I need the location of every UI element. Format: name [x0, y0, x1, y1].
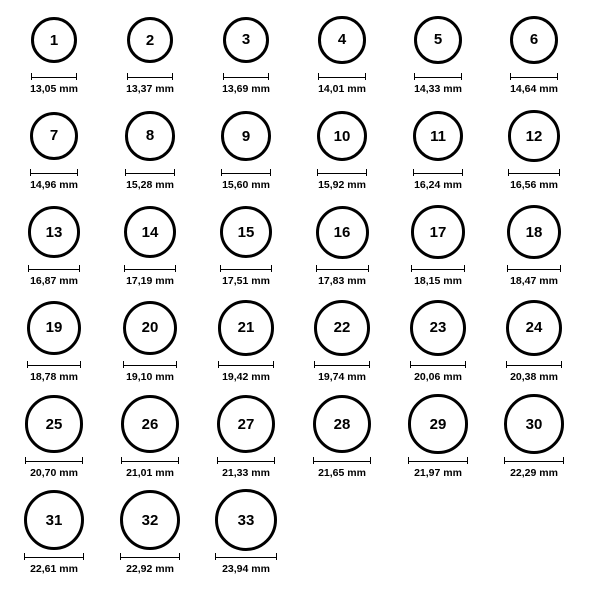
ring-size-cell[interactable] [390, 296, 486, 383]
ring-diameter-label: 17,83 mm [318, 275, 366, 287]
ring-circle [221, 111, 271, 161]
measure-line [28, 265, 80, 272]
ring-size-label: 19 [45, 319, 63, 337]
ring-circle [124, 206, 176, 258]
measure-bracket [125, 168, 174, 177]
ring-size-cell[interactable] [102, 8, 198, 95]
ring-diameter-label: 18,47 mm [510, 275, 558, 287]
measure-bracket [127, 72, 174, 81]
ring-size-cell[interactable] [294, 104, 390, 191]
measure-line [414, 73, 462, 80]
measure-bracket [318, 72, 365, 81]
measure-bracket [314, 360, 370, 369]
ring-diameter-label: 17,19 mm [126, 275, 174, 287]
ring-circle-wrap [30, 104, 79, 168]
ring-diameter-label: 19,74 mm [318, 371, 366, 383]
ring-circle [121, 395, 179, 453]
ring-size-label: 2 [145, 31, 155, 49]
ring-diameter-label: 21,65 mm [318, 467, 366, 479]
ring-circle-wrap [28, 200, 80, 264]
ring-row [6, 104, 594, 200]
ring-size-cell[interactable] [294, 8, 390, 95]
measure-line [27, 361, 81, 368]
measure-bracket [220, 264, 273, 273]
ring-circle [220, 206, 273, 259]
ring-circle-wrap [123, 296, 178, 360]
ring-circle [217, 395, 275, 453]
ring-diameter-label: 18,15 mm [414, 275, 462, 287]
measure-line [127, 73, 174, 80]
ring-circle-wrap [317, 104, 367, 168]
ring-circle-wrap [414, 8, 462, 72]
measure-bracket [215, 552, 277, 561]
ring-size-cell[interactable] [102, 392, 198, 479]
ring-size-label: 32 [141, 511, 159, 529]
measure-line [504, 457, 564, 464]
measure-bracket [30, 168, 79, 177]
ring-circle [120, 490, 181, 551]
measure-line [410, 361, 466, 368]
ring-size-cell[interactable] [294, 200, 390, 287]
ring-circle [127, 17, 174, 64]
ring-circle-wrap [504, 392, 564, 456]
ring-size-cell[interactable] [102, 104, 198, 191]
measure-line [510, 73, 558, 80]
measure-bracket [31, 72, 77, 81]
ring-circle-wrap [408, 392, 467, 456]
ring-size-cell[interactable] [198, 392, 294, 479]
ring-diameter-label: 13,69 mm [222, 83, 270, 95]
ring-diameter-label: 21,01 mm [126, 467, 174, 479]
ring-circle-wrap [221, 104, 271, 168]
ring-size-cell[interactable] [6, 296, 102, 383]
measure-line [316, 265, 369, 272]
measure-line [25, 457, 82, 464]
ring-diameter-label: 21,97 mm [414, 467, 462, 479]
measure-bracket [510, 72, 558, 81]
ring-size-label: 28 [333, 415, 351, 433]
measure-line [125, 169, 174, 176]
ring-diameter-label: 15,28 mm [126, 179, 174, 191]
ring-circle [218, 300, 273, 355]
ring-circle-wrap [508, 104, 559, 168]
ring-diameter-label: 18,78 mm [30, 371, 78, 383]
ring-size-label: 26 [141, 415, 159, 433]
measure-line [317, 169, 367, 176]
ring-size-cell[interactable] [486, 104, 582, 191]
measure-line [24, 553, 84, 560]
ring-circle-wrap [120, 488, 181, 552]
ring-size-label: 21 [237, 319, 255, 337]
ring-size-cell[interactable] [294, 392, 390, 479]
measure-bracket [217, 456, 275, 465]
ring-size-cell[interactable] [390, 104, 486, 191]
ring-size-label: 31 [45, 511, 63, 529]
ring-row [6, 296, 594, 392]
ring-circle-wrap [313, 392, 372, 456]
ring-diameter-label: 14,64 mm [510, 83, 558, 95]
ring-circle-wrap [411, 200, 465, 264]
ring-circle [317, 111, 367, 161]
ring-size-label: 14 [141, 223, 159, 241]
measure-bracket [124, 264, 176, 273]
ring-size-cell[interactable] [102, 488, 198, 575]
ring-diameter-label: 19,10 mm [126, 371, 174, 383]
measure-bracket [223, 72, 270, 81]
measure-line [120, 553, 181, 560]
ring-size-cell[interactable] [6, 488, 102, 575]
ring-circle-wrap [217, 392, 275, 456]
ring-diameter-label: 14,96 mm [30, 179, 78, 191]
ring-diameter-label: 14,01 mm [318, 83, 366, 95]
measure-line [313, 457, 372, 464]
ring-diameter-label: 16,56 mm [510, 179, 558, 191]
measure-line [215, 553, 277, 560]
ring-size-cell[interactable] [486, 296, 582, 383]
ring-circle [223, 17, 270, 64]
measure-line [408, 457, 467, 464]
ring-circle [125, 111, 174, 160]
ring-diameter-label: 13,05 mm [30, 83, 78, 95]
ring-diameter-label: 20,38 mm [510, 371, 558, 383]
ring-circle [318, 16, 365, 63]
ring-circle-wrap [27, 296, 81, 360]
ring-size-cell[interactable] [198, 488, 294, 575]
ring-diameter-label: 19,42 mm [222, 371, 270, 383]
ring-size-cell[interactable] [102, 296, 198, 383]
ring-circle [508, 110, 559, 161]
ring-size-cell[interactable] [6, 392, 102, 479]
ring-size-cell[interactable] [102, 200, 198, 287]
measure-line [413, 169, 464, 176]
measure-bracket [218, 360, 273, 369]
ring-size-cell[interactable] [198, 296, 294, 383]
ring-size-cell[interactable] [198, 104, 294, 191]
measure-line [218, 361, 273, 368]
measure-bracket [317, 168, 367, 177]
ring-circle-wrap [507, 200, 561, 264]
ring-circle [411, 205, 465, 259]
measure-bracket [28, 264, 80, 273]
ring-diameter-label: 21,33 mm [222, 467, 270, 479]
measure-bracket [414, 72, 462, 81]
ring-circle-wrap [223, 8, 270, 72]
ring-circle [31, 17, 77, 63]
measure-bracket [121, 456, 179, 465]
measure-line [220, 265, 273, 272]
ring-circle-wrap [314, 296, 370, 360]
ring-size-cell[interactable] [6, 8, 102, 95]
ring-size-cell[interactable] [390, 200, 486, 287]
ring-circle-wrap [121, 392, 179, 456]
ring-size-cell[interactable] [390, 392, 486, 479]
ring-circle-wrap [127, 8, 174, 72]
measure-bracket [25, 456, 82, 465]
ring-size-label: 13 [45, 223, 63, 241]
ring-size-label: 25 [45, 415, 63, 433]
ring-size-label: 7 [49, 127, 59, 145]
ring-size-label: 6 [529, 31, 539, 49]
measure-bracket [507, 264, 561, 273]
measure-line [124, 265, 176, 272]
ring-circle-wrap [316, 200, 369, 264]
ring-circle [215, 489, 277, 551]
ring-size-cell[interactable] [390, 8, 486, 95]
ring-circle [410, 300, 466, 356]
ring-size-label: 29 [429, 415, 447, 433]
ring-diameter-label: 16,24 mm [414, 179, 462, 191]
ring-circle [27, 301, 81, 355]
ring-diameter-label: 20,70 mm [30, 467, 78, 479]
ring-row [6, 392, 594, 488]
ring-circle [408, 394, 467, 453]
ring-circle-wrap [220, 200, 273, 264]
measure-bracket [123, 360, 178, 369]
ring-circle [413, 111, 464, 162]
ring-row [6, 200, 594, 296]
measure-line [31, 73, 77, 80]
ring-size-label: 15 [237, 223, 255, 241]
ring-size-label: 24 [525, 319, 543, 337]
ring-diameter-label: 16,87 mm [30, 275, 78, 287]
measure-line [506, 361, 563, 368]
ring-size-label: 5 [433, 31, 443, 49]
ring-size-cell[interactable] [486, 200, 582, 287]
ring-circle [313, 395, 372, 454]
ring-circle [28, 206, 80, 258]
ring-diameter-label: 15,60 mm [222, 179, 270, 191]
measure-line [318, 73, 365, 80]
ring-size-label: 17 [429, 223, 447, 241]
ring-size-cell[interactable] [198, 8, 294, 95]
ring-circle [30, 112, 79, 161]
ring-size-cell[interactable] [486, 392, 582, 479]
ring-circle-wrap [510, 8, 558, 72]
ring-size-label: 10 [333, 127, 351, 145]
ring-circle-wrap [218, 296, 273, 360]
ring-diameter-label: 23,94 mm [222, 563, 270, 575]
ring-circle [123, 301, 178, 356]
measure-bracket [508, 168, 559, 177]
ring-circle [507, 205, 561, 259]
ring-circle [314, 300, 370, 356]
ring-circle-wrap [31, 8, 77, 72]
measure-bracket [24, 552, 84, 561]
ring-circle [24, 490, 84, 550]
ring-diameter-label: 14,33 mm [414, 83, 462, 95]
measure-line [217, 457, 275, 464]
ring-size-label: 9 [241, 127, 251, 145]
measure-line [508, 169, 559, 176]
ring-size-label: 3 [241, 31, 251, 49]
ring-size-label: 20 [141, 319, 159, 337]
ring-circle-wrap [410, 296, 466, 360]
ring-circle [504, 394, 564, 454]
ring-circle-wrap [318, 8, 365, 72]
ring-diameter-label: 15,92 mm [318, 179, 366, 191]
measure-bracket [506, 360, 563, 369]
ring-circle-wrap [25, 392, 82, 456]
measure-bracket [410, 360, 466, 369]
ring-size-label: 18 [525, 223, 543, 241]
ring-circle-wrap [413, 104, 464, 168]
measure-bracket [413, 168, 464, 177]
measure-line [507, 265, 561, 272]
ring-diameter-label: 22,61 mm [30, 563, 78, 575]
ring-size-label: 4 [337, 31, 347, 49]
ring-size-label: 11 [430, 127, 446, 145]
measure-bracket [411, 264, 465, 273]
ring-diameter-label: 22,92 mm [126, 563, 174, 575]
measure-line [314, 361, 370, 368]
measure-bracket [120, 552, 181, 561]
ring-circle [316, 206, 369, 259]
ring-circle [25, 395, 82, 452]
measure-line [223, 73, 270, 80]
ring-diameter-label: 22,29 mm [510, 467, 558, 479]
ring-diameter-label: 20,06 mm [414, 371, 462, 383]
ring-circle-wrap [125, 104, 174, 168]
ring-size-cell[interactable] [198, 200, 294, 287]
measure-line [411, 265, 465, 272]
measure-bracket [316, 264, 369, 273]
ring-size-label: 27 [237, 415, 255, 433]
measure-line [121, 457, 179, 464]
measure-bracket [27, 360, 81, 369]
ring-size-cell[interactable] [6, 200, 102, 287]
ring-size-cell[interactable] [6, 104, 102, 191]
measure-line [123, 361, 178, 368]
ring-circle-wrap [215, 488, 277, 552]
ring-row [6, 8, 594, 104]
ring-size-cell[interactable] [294, 296, 390, 383]
ring-diameter-label: 13,37 mm [126, 83, 174, 95]
ring-size-label: 1 [49, 31, 59, 49]
ring-size-label: 23 [429, 319, 447, 337]
ring-size-label: 12 [525, 127, 543, 145]
ring-diameter-label: 17,51 mm [222, 275, 270, 287]
ring-size-label: 33 [237, 511, 255, 529]
ring-circle [506, 300, 563, 357]
measure-bracket [408, 456, 467, 465]
ring-row [6, 488, 594, 584]
measure-bracket [313, 456, 372, 465]
ring-size-label: 22 [333, 319, 351, 337]
ring-size-label: 8 [145, 127, 155, 145]
measure-bracket [504, 456, 564, 465]
measure-line [30, 169, 79, 176]
ring-circle [510, 16, 558, 64]
ring-size-label: 16 [333, 223, 351, 241]
ring-circle-wrap [24, 488, 84, 552]
ring-size-label: 30 [525, 415, 543, 433]
measure-line [221, 169, 271, 176]
ring-size-cell[interactable] [486, 8, 582, 95]
ring-circle-wrap [124, 200, 176, 264]
measure-bracket [221, 168, 271, 177]
ring-circle [414, 16, 462, 64]
ring-circle-wrap [506, 296, 563, 360]
